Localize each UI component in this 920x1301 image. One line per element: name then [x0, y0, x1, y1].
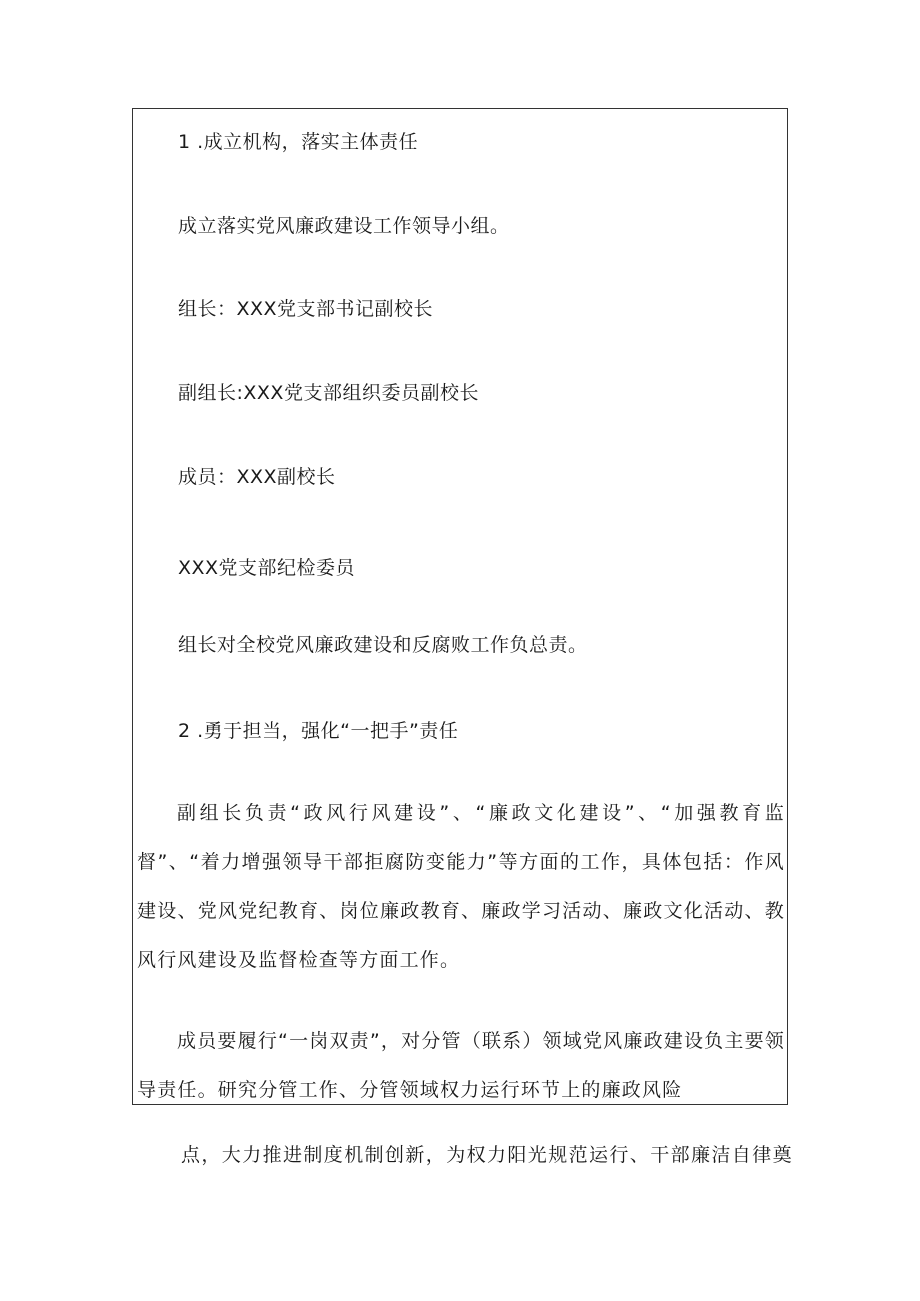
- text-line-leading-group: 成立落实党风廉政建设工作领导小组。: [178, 215, 510, 237]
- text-line-deputy-leader: 副组长:XXX党支部组织委员副校长: [178, 382, 479, 404]
- section-heading-1: 1 .成立机构，落实主体责任: [178, 131, 419, 153]
- text-line-leader-duty: 组长对全校党风廉政建设和反腐败工作负总责。: [178, 634, 588, 656]
- section-heading-2: 2 .勇于担当，强化“一把手”责任: [178, 720, 459, 742]
- text-line-member-2: XXX党支部纪检委员: [178, 557, 356, 579]
- paragraph-deputy-duties: 副组长负责“政风行风建设”、“廉政文化建设”、“加强教育监督”、“着力增强领导干部拒腐防变能力”等方面的工作，具体包括：作风建设、党风党纪教育、岗位廉政教育、廉政学习活动、廉政文化活动、教风行风建设及监督检查等方面工作。: [137, 802, 785, 971]
- text-line-leader: 组长：XXX党支部书记副校长: [178, 298, 434, 320]
- paragraph-member-duties: 成员要履行“一岗双责”，对分管（联系）领域党风廉政建设负主要领导责任。研究分管工作、分管领域权力运行环节上的廉政风险: [137, 1030, 785, 1101]
- text-line-member: 成员：XXX副校长: [178, 466, 336, 488]
- paragraph-continuation: 点，大力推进制度机制创新，为权力阳光规范运行、干部廉洁自律奠: [181, 1144, 794, 1166]
